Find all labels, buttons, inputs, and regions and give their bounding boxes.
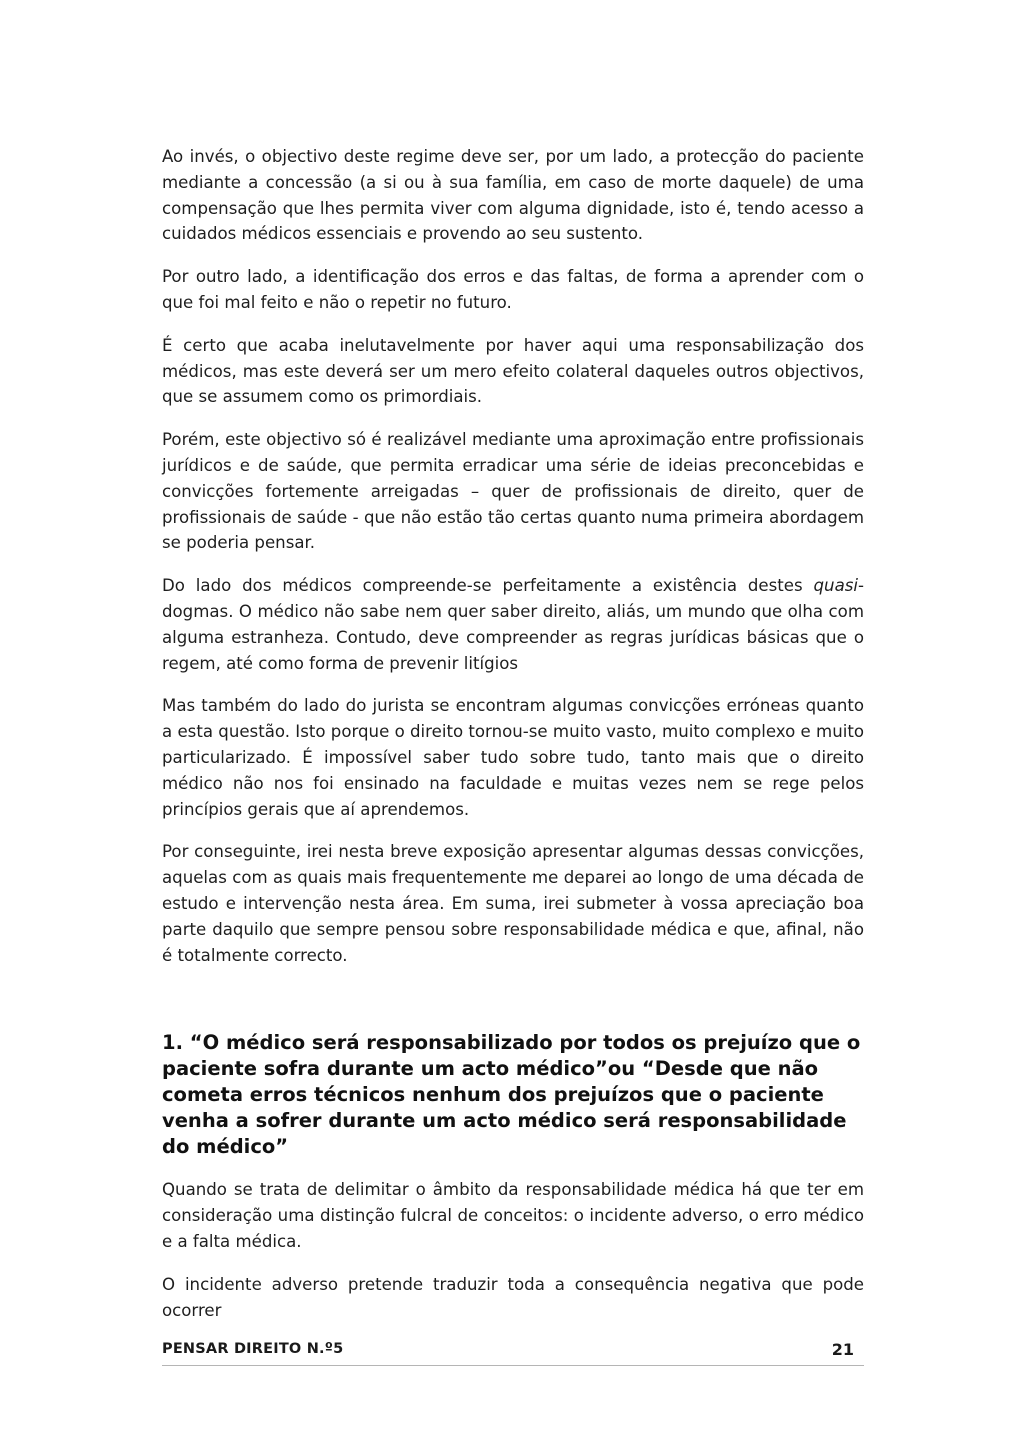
page-footer [162,1341,864,1366]
section-paragraph: Quando se trata de delimitar o âmbito da responsabilidade médica há que ter em consideração uma distinção fulcral de conceitos: o incidente adverso, o erro médico e a falta médica. [162,1180,864,1251]
section-paragraph: O incidente adverso pretende traduzir toda a consequência negativa que pode ocorrer [162,1274,864,1320]
text-span: -dogmas. O médico não sabe nem quer saber direito, aliás, um mundo que olha com alguma estranheza. Contudo, deve compreender as regras jurídicas básicas que o regem, até como forma de prevenir litígios [162,576,864,673]
body-paragraph: Por outro lado, a identificação dos erros e das faltas, de forma a aprender com o que foi mal feito e não o repetir no futuro. [162,267,864,312]
body-paragraph: Mas também do lado do jurista se encontram algumas convicções erróneas quanto a esta questão. Isto porque o direito tornou-se muito vasto, muito complexo e muito particularizado. É impossível saber tudo sobre tudo, tanto mais que o direito médico não nos foi ensinado na faculdade e muitas vezes nem se rege pelos princípios gerais que aí aprendemos. [162,696,864,819]
footer-page-number: 21 [831,1340,854,1359]
body-paragraph: É certo que acaba inelutavelmente por haver aqui uma responsabilização dos médicos, mas este deverá ser um mero efeito colateral daqueles outros objectivos, que se assumem como os primordiais. [162,335,864,407]
page-body [162,144,864,1340]
body-paragraph: Por conseguinte, irei nesta breve exposição apresentar algumas dessas convicções, aquelas com as quais mais frequentemente me deparei ao longo de uma década de estudo e intervenção nesta área. Em suma, irei submeter à vossa apreciação boa parte daquilo que sempre pensou sobre responsabilidade médica e que, afinal, não é totalmente correcto. [162,842,864,965]
footer-publication-title: PENSAR DIREITO N.º5 [162,1341,344,1357]
italic-term: quasi [813,576,858,596]
section-heading: 1. “O médico será responsabilizado por todos os prejuízo que o paciente sofra durante um acto médico”ou “Desde que não cometa erros técnicos nenhum dos prejuízos que o paciente venha a sofrer durante um acto médico será responsabilidade do médico” [162,1031,861,1159]
body-paragraph: Porém, este objectivo só é realizável mediante uma aproximação entre profissionais jurídicos e de saúde, que permita erradicar uma série de ideias preconcebidas e convicções fortemente arreigadas – quer de profissionais de direito, quer de profissionais de saúde - que não estão tão certas quanto numa primeira abordagem se poderia pensar. [162,430,864,553]
body-paragraph: Ao invés, o objectivo deste regime deve ser, por um lado, a protecção do paciente mediante a concessão (a si ou à sua família, em caso de morte daquele) de uma compensação que lhes permita viver com alguma dignidade, isto é, tendo acesso a cuidados médicos essenciais e provendo ao seu sustento. [162,147,864,244]
body-paragraph-quasi-dogmas [162,573,864,676]
text-span: Do lado dos médicos compreende-se perfeitamente a existência destes [162,576,814,596]
